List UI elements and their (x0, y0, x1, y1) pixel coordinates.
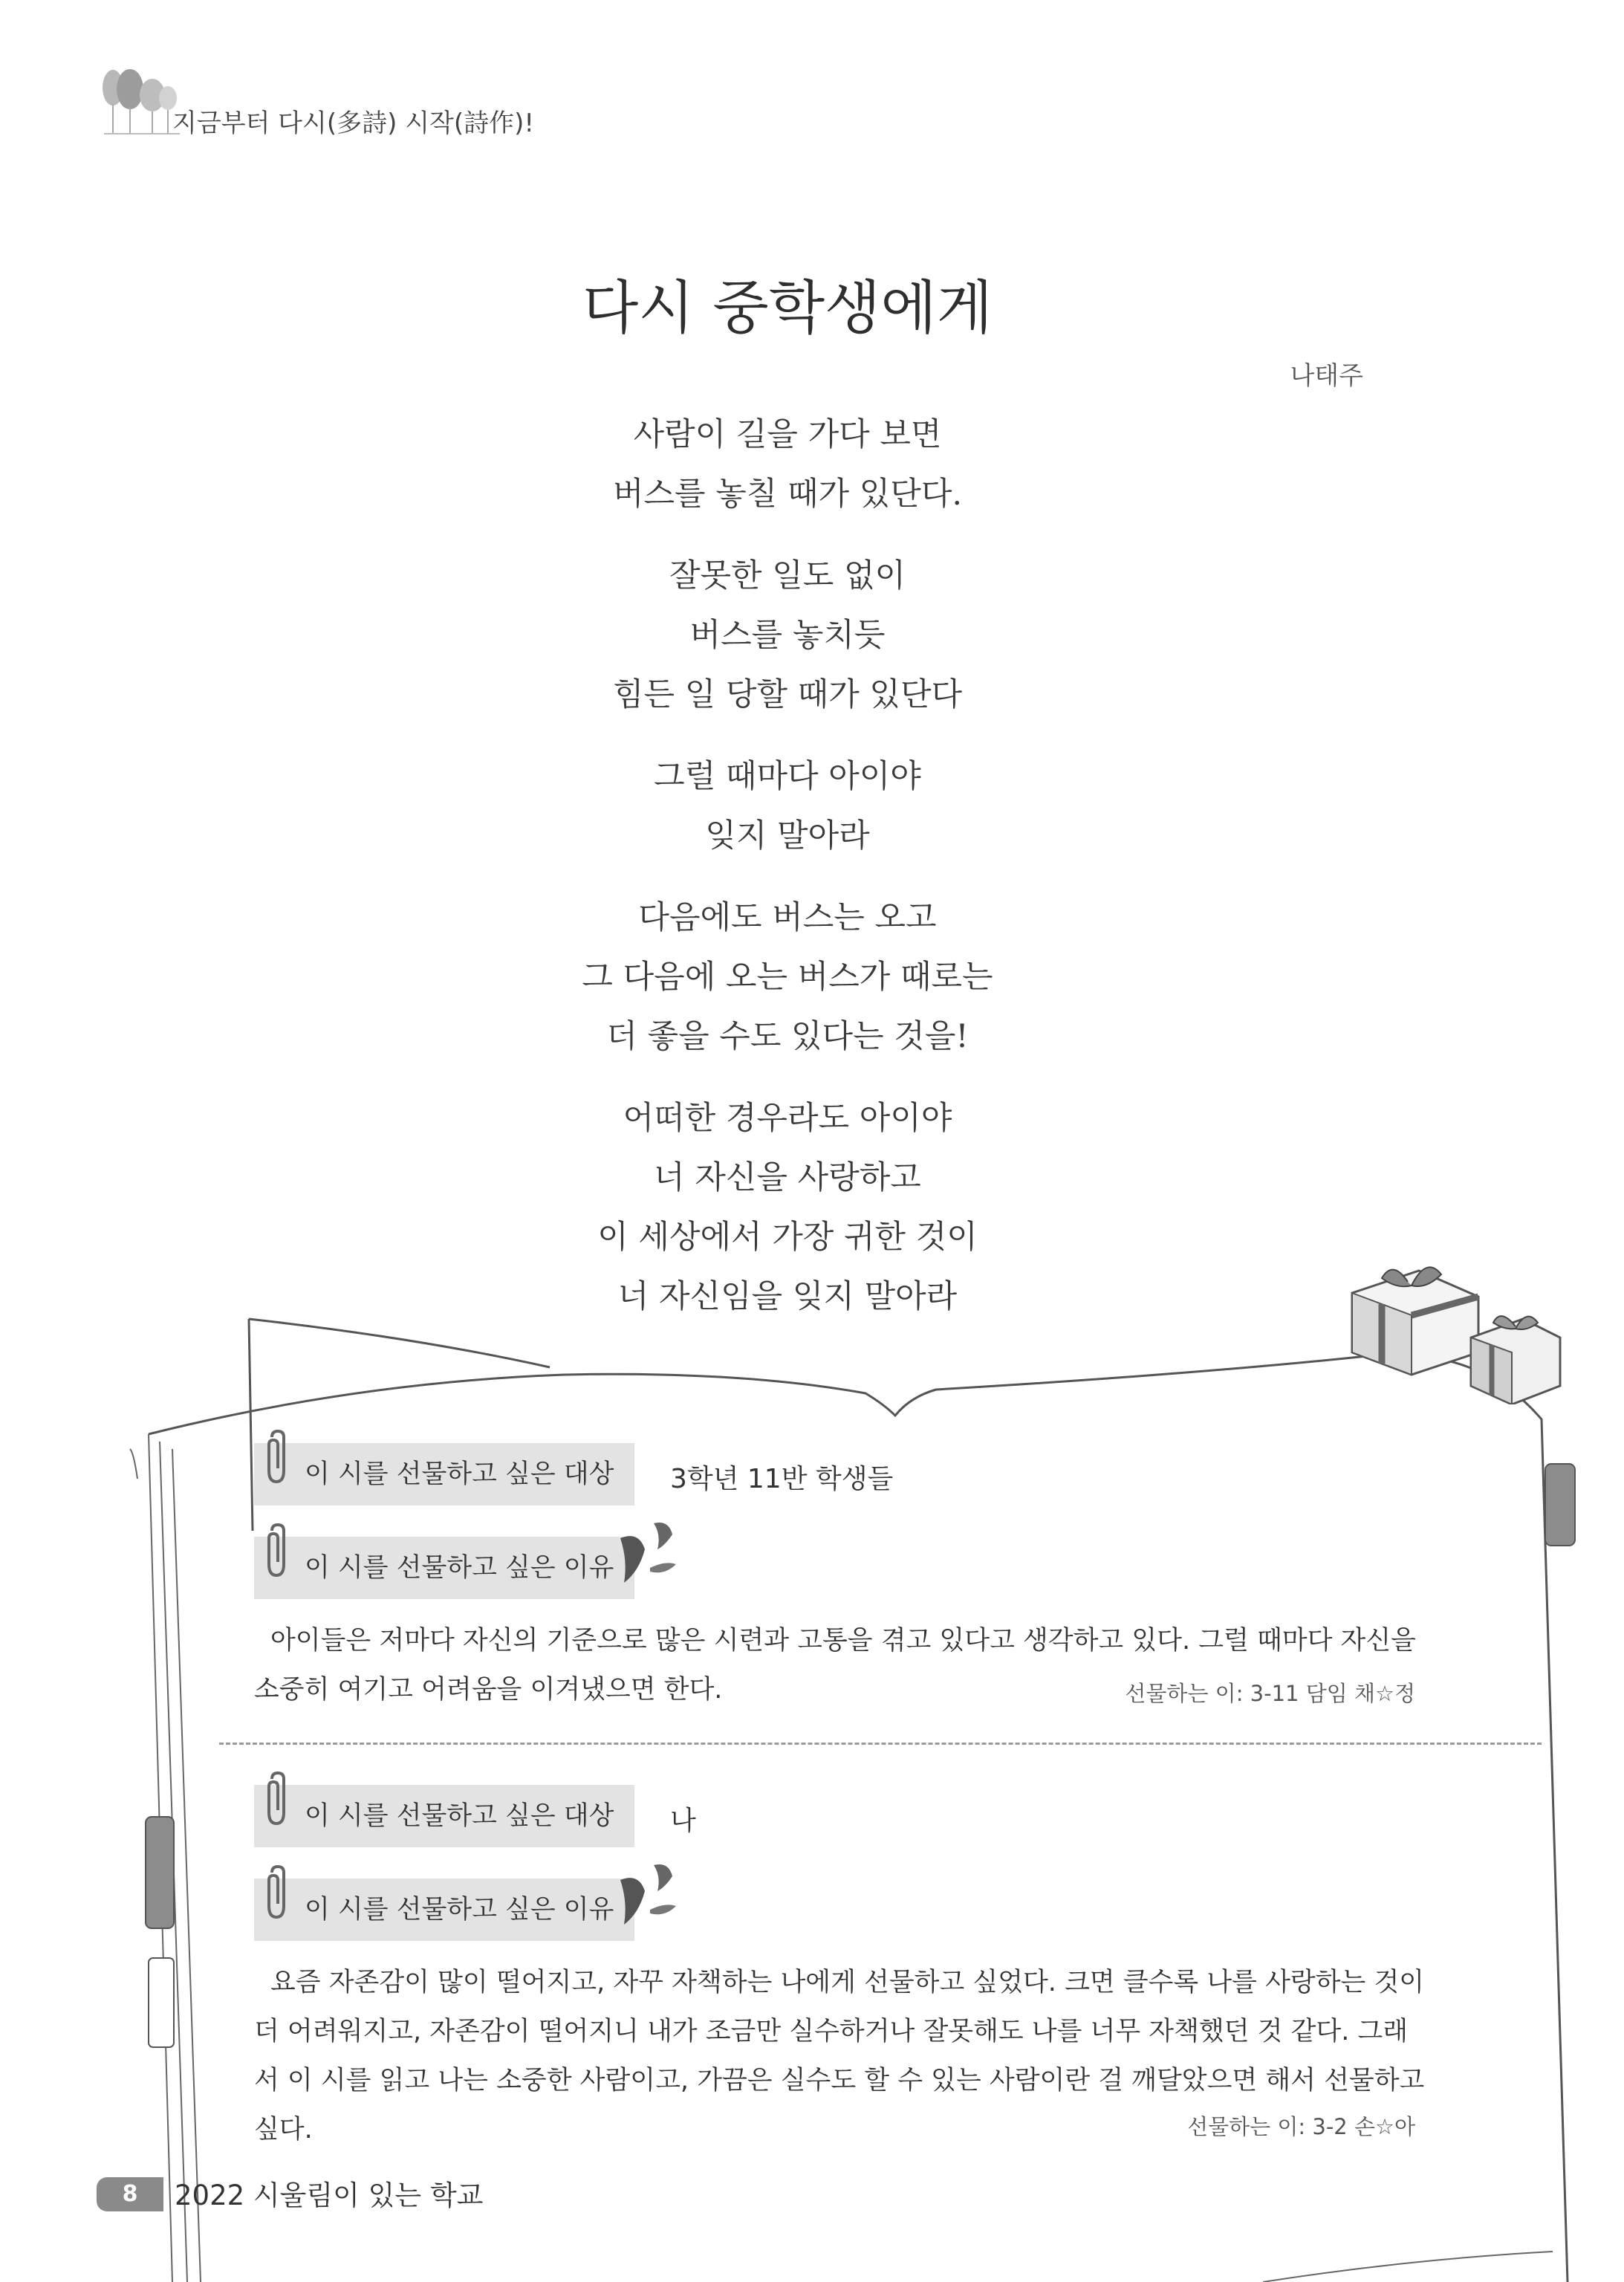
poem-line: 버스를 놓칠 때가 있단다. (612, 476, 963, 513)
paperclip-icon (262, 1430, 291, 1489)
paperclip-icon (262, 1523, 291, 1583)
giver-credit: 선물하는 이: 3-2 손☆아 (1187, 2114, 1415, 2139)
target-label (254, 1443, 634, 1505)
poem-line: 그 다음에 오는 버스가 때로는 (582, 959, 993, 996)
poem-line: 너 자신임을 잊지 말아라 (617, 1278, 958, 1315)
poem-line: 어떠한 경우라도 아이야 (623, 1100, 952, 1137)
header-trees-logo (97, 59, 182, 141)
leaf-decoration-icon (609, 1858, 691, 1925)
poem-body (0, 405, 1575, 1349)
leaf-decoration-icon (609, 1516, 691, 1583)
poem-line: 힘든 일 당할 때가 있단다 (612, 676, 963, 713)
target-value: 3학년 11반 학생들 (670, 1464, 894, 1494)
reason-label (254, 1879, 634, 1941)
poem-line: 잘못한 일도 없이 (669, 557, 906, 594)
gift-boxes-illustration (1337, 1256, 1568, 1404)
paperclip-icon (262, 1772, 291, 1831)
poem-author: 나태주 (1290, 361, 1363, 391)
section-divider (219, 1743, 1542, 1745)
reason-label (254, 1537, 634, 1599)
poem-stanza (0, 405, 1575, 524)
poem-line: 다음에도 버스는 오고 (638, 899, 937, 936)
poem-title: 다시 중학생에게 (582, 275, 993, 342)
poem-line: 너 자신을 사랑하고 (654, 1159, 921, 1196)
reason-text: 아이들은 저마다 자신의 기준으로 많은 시련과 고통을 겪고 있다고 생각하고 있다. 그럴 때마다 자신을 소중히 여기고 어려움을 이겨냈으면 한다. (254, 1626, 1416, 1705)
running-header-title: 지금부터 다시(多詩) 시작(詩作)! (172, 108, 535, 138)
reason-label-text: 이 시를 선물하고 싶은 이유 (305, 1553, 614, 1583)
poem-stanza (0, 888, 1575, 1066)
page-number: 8 (122, 2181, 138, 2207)
poem-line: 잊지 말아라 (705, 817, 870, 855)
paperclip-icon (262, 1865, 291, 1925)
giver-credit: 선물하는 이: 3-11 담임 채☆정 (1125, 1681, 1415, 1706)
poem-stanza (0, 546, 1575, 725)
poem-line: 버스를 놓치듯 (689, 617, 886, 654)
poem-line: 더 좋을 수도 있다는 것을! (606, 1018, 969, 1055)
reason-text: 요즘 자존감이 많이 떨어지고, 자꾸 자책하는 나에게 선물하고 싶었다. 크면 클수록 나를 사랑하는 것이 더 어려워지고, 자존감이 떨어지니 내가 조금만 실수하거나 잘못해도 나를 너무 자책했던 것 같다. 그래서 이 시를 읽고 나는 소중한 사람이고, 가끔은 실수도 할 수 있는 사람이란 걸 깨달았으면 해서 선물하고 싶다. (254, 1968, 1425, 2145)
poem-line: 그럴 때마다 아이야 (654, 758, 921, 795)
poem-line: 사람이 길을 가다 보면 (633, 416, 942, 453)
poem-stanza (0, 747, 1575, 866)
target-label-text: 이 시를 선물하고 싶은 대상 (305, 1801, 614, 1831)
footer-title: 2022 시울림이 있는 학교 (175, 2179, 484, 2211)
target-label-text: 이 시를 선물하고 싶은 대상 (305, 1459, 614, 1489)
reason-label-text: 이 시를 선물하고 싶은 이유 (305, 1895, 614, 1925)
poem-line: 이 세상에서 가장 귀한 것이 (597, 1219, 978, 1256)
target-label (254, 1785, 634, 1847)
target-value: 나 (670, 1806, 696, 1836)
